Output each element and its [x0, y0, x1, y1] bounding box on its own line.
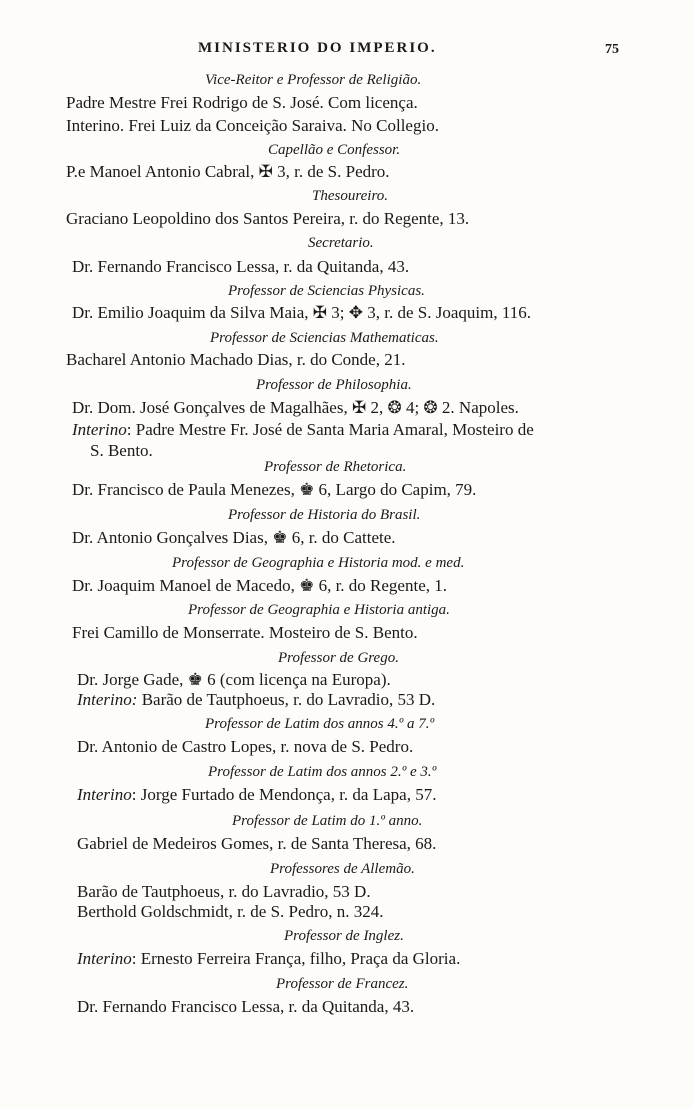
interino-text: Barão de Tautphoeus, r. do Lavradio, 53 D.	[137, 690, 436, 709]
section-heading: Professor de Francez.	[276, 976, 409, 992]
text-line: Dr. Emilio Joaquim da Silva Maia, ✠ 3; ✥ 3, r. de S. Joaquim, 116.	[72, 303, 531, 322]
text-line	[77, 949, 460, 969]
section-heading: Professor de Philosophia.	[256, 377, 412, 393]
section-heading: Thesoureiro.	[312, 188, 388, 204]
interino-label: Interino	[72, 420, 127, 439]
text-line: Interino. Frei Luiz da Conceição Saraiva. No Collegio.	[66, 116, 439, 135]
section-heading: Professor de Geographia e Historia antiga.	[188, 602, 450, 618]
section-heading: Vice-Reitor e Professor de Religião.	[205, 72, 422, 88]
section-heading: Professor de Latim dos annos 2.º e 3.º	[208, 764, 437, 780]
section-heading: Secretario.	[308, 235, 374, 251]
section-heading: Professor de Inglez.	[284, 928, 404, 944]
text-line: Dr. Antonio Gonçalves Dias, ♚ 6, r. do Cattete.	[72, 528, 396, 547]
section-heading: Professores de Allemão.	[270, 861, 415, 877]
text-line: Dr. Joaquim Manoel de Macedo, ♚ 6, r. do Regente, 1.	[72, 576, 447, 595]
text-line	[72, 420, 534, 440]
interino-label: Interino	[77, 785, 132, 804]
interino-text: : Padre Mestre Fr. José de Santa Maria Amaral, Mosteiro de	[126, 420, 534, 439]
text-line: Dr. Fernando Francisco Lessa, r. da Quitanda, 43.	[72, 257, 410, 276]
text-line: Berthold Goldschmidt, r. de S. Pedro, n. 324.	[77, 902, 384, 921]
text-line	[77, 690, 435, 710]
interino-text: : Ernesto Ferreira França, filho, Praça da Gloria.	[131, 949, 461, 968]
text-line: Barão de Tautphoeus, r. do Lavradio, 53 D.	[77, 882, 371, 901]
page-number: 75	[605, 42, 619, 57]
text-line: Dr. Antonio de Castro Lopes, r. nova de S. Pedro.	[77, 737, 414, 756]
text-line: Bacharel Antonio Machado Dias, r. do Conde, 21.	[66, 350, 406, 369]
section-heading: Professor de Latim do 1.º anno.	[232, 813, 423, 829]
text-line: Dr. Fernando Francisco Lessa, r. da Quitanda, 43.	[77, 997, 415, 1016]
text-line: Frei Camillo de Monserrate. Mosteiro de S. Bento.	[72, 623, 418, 642]
section-heading: Professor de Rhetorica.	[264, 459, 407, 475]
text-line: P.e Manoel Antonio Cabral, ✠ 3, r. de S. Pedro.	[66, 162, 390, 181]
text-line: Dr. Dom. José Gonçalves de Magalhães, ✠ 2, ❂ 4; ❂ 2. Napoles.	[72, 398, 519, 417]
interino-label: Interino:	[77, 690, 138, 709]
section-heading: Professor de Historia do Brasil.	[228, 507, 421, 523]
text-line: S. Bento.	[90, 441, 153, 460]
text-line	[77, 785, 436, 805]
text-line: Graciano Leopoldino dos Santos Pereira, r. do Regente, 13.	[66, 209, 470, 228]
section-heading: Professor de Latim dos annos 4.º a 7.º	[205, 716, 435, 732]
section-heading: Professor de Geographia e Historia mod. e med.	[172, 555, 465, 571]
section-heading: Professor de Grego.	[278, 650, 399, 666]
section-heading: Capellão e Confessor.	[268, 142, 401, 158]
running-header: MINISTERIO DO IMPERIO.	[198, 40, 437, 56]
text-line: Dr. Francisco de Paula Menezes, ♚ 6, Largo do Capim, 79.	[72, 480, 477, 499]
text-line: Dr. Jorge Gade, ♚ 6 (com licença na Europa).	[77, 670, 391, 689]
interino-label: Interino	[77, 949, 132, 968]
text-line: Gabriel de Medeiros Gomes, r. de Santa Theresa, 68.	[77, 834, 437, 853]
text-line: Padre Mestre Frei Rodrigo de S. José. Com licença.	[66, 93, 418, 112]
section-heading: Professor de Sciencias Mathematicas.	[210, 330, 439, 346]
interino-text: : Jorge Furtado de Mendonça, r. da Lapa, 57.	[131, 785, 437, 804]
section-heading: Professor de Sciencias Physicas.	[228, 283, 425, 299]
